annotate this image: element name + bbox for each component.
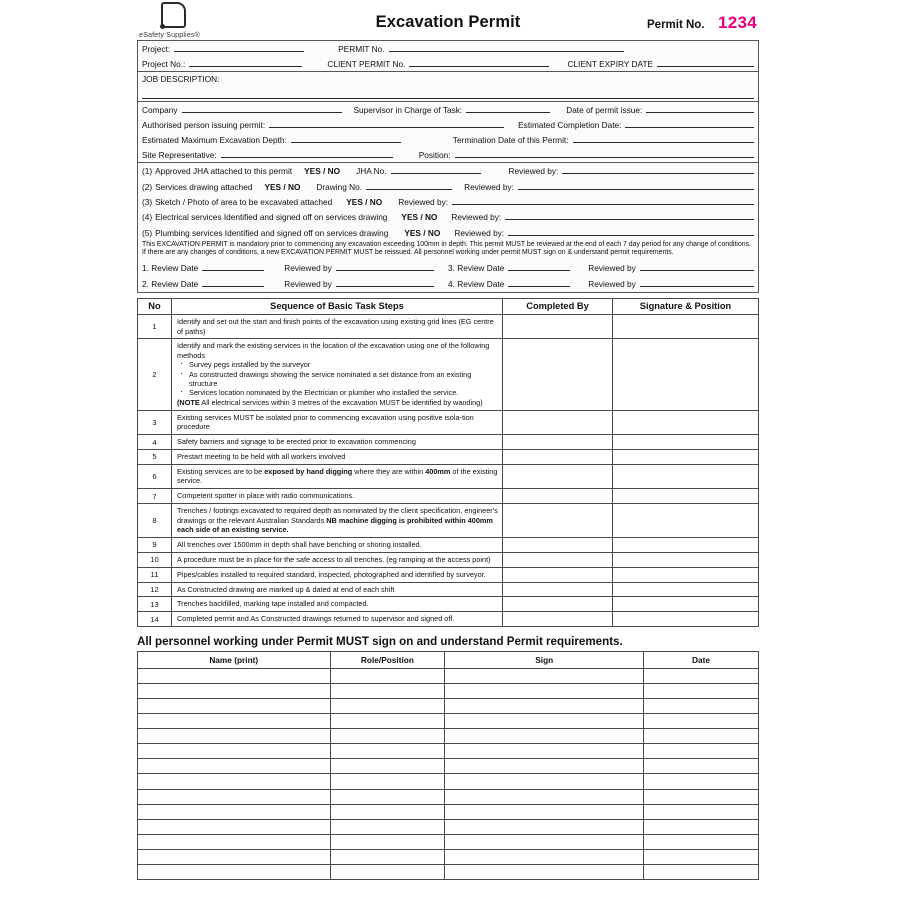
page-title: Excavation Permit <box>375 13 521 31</box>
task-plain-text: Safety barriers and signage to be erected prior to excavation commencing <box>177 437 416 447</box>
signature-date-cell[interactable] <box>644 683 759 698</box>
review-4-reviewed-label: Reviewed by <box>588 278 636 289</box>
signature-sign-cell[interactable] <box>445 804 644 819</box>
signature-name-cell[interactable] <box>138 865 331 880</box>
review-3-reviewed-label: Reviewed by <box>588 263 636 274</box>
signature-row <box>138 668 759 683</box>
signature-name-cell[interactable] <box>138 789 331 804</box>
sign-col-role: Role/Position <box>330 652 445 669</box>
company-input[interactable] <box>182 103 342 113</box>
task-row-number: 8 <box>138 504 172 538</box>
site-representative-input[interactable] <box>221 148 393 158</box>
task-row-number: 11 <box>138 567 172 582</box>
signature-row <box>138 774 759 789</box>
checklist-item-4-reviewed-input[interactable] <box>505 210 754 220</box>
task-completed-by-cell[interactable] <box>503 435 613 450</box>
signature-date-cell[interactable] <box>644 789 759 804</box>
task-row-number: 14 <box>138 612 172 627</box>
task-signature-cell[interactable] <box>613 567 759 582</box>
task-row-number: 12 <box>138 582 172 597</box>
review-3-label: 3. Review Date <box>448 263 505 274</box>
task-row <box>138 489 759 504</box>
signature-sign-cell[interactable] <box>445 683 644 698</box>
task-row-description <box>172 612 503 627</box>
signature-role-cell[interactable] <box>330 819 445 834</box>
checklist-item-1-yesno[interactable]: YES / NO <box>304 166 341 177</box>
signature-row <box>138 804 759 819</box>
authorised-person-label: Authorised person issuing permit: <box>142 120 266 130</box>
permit-number-label: Permit No. <box>647 19 705 31</box>
task-plain-text: Identify and mark the existing services in the location of the excavation using one of the following methods <box>177 341 490 360</box>
task-row-description <box>172 567 503 582</box>
task-signature-cell[interactable] <box>613 537 759 552</box>
signature-date-cell[interactable] <box>644 714 759 729</box>
signature-row <box>138 683 759 698</box>
signature-sign-cell[interactable] <box>445 834 644 849</box>
task-completed-by-cell[interactable] <box>503 537 613 552</box>
task-bullet-item: · Services location nominated by the Electrician or plumber who installed the service. <box>177 388 498 397</box>
client-permit-no-input[interactable] <box>409 57 549 67</box>
supervisor-label: Supervisor in Charge of Task: <box>353 105 463 115</box>
signature-role-cell[interactable] <box>330 804 445 819</box>
checklist-item-3-text: Sketch / Photo of area to be excavated attached <box>155 196 333 207</box>
task-row-description <box>172 552 503 567</box>
task-row <box>138 612 759 627</box>
checklist-item-5-reviewed-label: Reviewed by: <box>454 227 505 238</box>
task-emphasis-text: 400mm <box>425 466 451 476</box>
signature-role-cell[interactable] <box>330 759 445 774</box>
signature-role-cell[interactable] <box>330 698 445 713</box>
task-note-keyword: (NOTE <box>177 397 200 407</box>
task-plain-text: Trenches backfilled, marking tape installed and compacted. <box>177 599 369 609</box>
client-expiry-date-label: CLIENT EXPIRY DATE <box>567 59 654 69</box>
signature-row <box>138 865 759 880</box>
task-row-description <box>172 489 503 504</box>
signature-name-cell[interactable] <box>138 698 331 713</box>
signature-row <box>138 698 759 713</box>
review-3-date-input[interactable] <box>508 261 570 271</box>
signature-sign-cell[interactable] <box>445 849 644 864</box>
task-completed-by-cell[interactable] <box>503 315 613 339</box>
checklist-item-2-reviewed-input[interactable] <box>518 180 754 190</box>
signature-row <box>138 714 759 729</box>
checklist-box <box>137 163 759 293</box>
signature-row <box>138 789 759 804</box>
checklist-item-3 <box>138 194 758 209</box>
task-completed-by-cell[interactable] <box>503 489 613 504</box>
checklist-item-5 <box>138 225 758 240</box>
task-row-description <box>172 464 503 488</box>
signature-row <box>138 759 759 774</box>
drawing-no-input[interactable] <box>366 180 452 190</box>
review-2-reviewed-input[interactable] <box>336 277 434 287</box>
task-row <box>138 410 759 434</box>
signature-sign-cell[interactable] <box>445 819 644 834</box>
estimated-max-depth-input[interactable] <box>291 133 401 143</box>
task-completed-by-cell[interactable] <box>503 597 613 612</box>
task-table-header-row <box>138 299 759 315</box>
signature-role-cell[interactable] <box>330 774 445 789</box>
review-4 <box>448 277 754 290</box>
termination-date-label: Termination Date of this Permit: <box>452 135 569 145</box>
task-col-signature-position: Signature & Position <box>613 299 759 315</box>
signature-role-cell[interactable] <box>330 668 445 683</box>
sign-col-date: Date <box>644 652 759 669</box>
task-row <box>138 435 759 450</box>
signature-role-cell[interactable] <box>330 729 445 744</box>
task-row <box>138 537 759 552</box>
sign-col-name: Name (print) <box>138 652 331 669</box>
checklist-item-2-num: (2) <box>142 181 153 192</box>
task-row-description <box>172 339 503 410</box>
task-bullet-item: · Survey pegs installed by the surveyor <box>177 360 498 369</box>
personnel-signature-table <box>137 651 759 880</box>
task-plain-text: Prestart meeting to be held with all workers involved <box>177 452 346 461</box>
task-row-number: 5 <box>138 450 172 465</box>
checklist-item-4-reviewed-label: Reviewed by: <box>451 212 502 223</box>
signature-section-heading: All personnel working under Permit MUST sign on and understand Permit requirements. <box>137 635 623 649</box>
task-signature-cell[interactable] <box>613 450 759 465</box>
task-bullet-list <box>177 360 498 398</box>
task-col-no: No <box>138 299 172 315</box>
checklist-item-2-reviewed-label: Reviewed by: <box>464 181 514 192</box>
position-label: Position: <box>418 150 451 160</box>
task-row-number: 1 <box>138 315 172 339</box>
brand-name: eSafety Supplies® <box>139 30 200 39</box>
task-row-description <box>172 435 503 450</box>
company-label: Company <box>142 105 178 115</box>
task-row <box>138 339 759 410</box>
signature-role-cell[interactable] <box>330 683 445 698</box>
checklist-item-3-reviewed-label: Reviewed by: <box>398 196 449 207</box>
checklist-item-1-reviewed-label: Reviewed by: <box>508 166 559 177</box>
task-row-number: 2 <box>138 339 172 410</box>
checklist-item-4-num: (4) <box>142 212 153 223</box>
task-signature-cell[interactable] <box>613 339 759 410</box>
signature-row <box>138 744 759 759</box>
task-plain-text: Existing services are to be <box>177 466 265 476</box>
signature-name-cell[interactable] <box>138 804 331 819</box>
task-row-number: 6 <box>138 464 172 488</box>
estimated-completion-input[interactable] <box>625 118 754 128</box>
site-representative-label: Site Representative: <box>142 150 217 160</box>
checklist-item-2 <box>138 178 758 193</box>
signature-sign-cell[interactable] <box>445 698 644 713</box>
task-signature-cell[interactable] <box>613 612 759 627</box>
task-plain-text: of the existing service. <box>177 466 498 486</box>
task-plain-text: Pipes/cables installed to required standard, inspected, photographed and identified by surveyor. <box>177 569 486 579</box>
checklist-item-5-yesno[interactable]: YES / NO <box>404 227 441 238</box>
task-signature-cell[interactable] <box>613 597 759 612</box>
checklist-item-3-num: (3) <box>142 196 153 207</box>
signature-date-cell[interactable] <box>644 819 759 834</box>
task-plain-text: As Constructed drawing are marked up & dated at end of each shift <box>177 584 395 594</box>
signature-date-cell[interactable] <box>644 668 759 683</box>
site-representative-row <box>138 147 758 162</box>
permit-no-field-label: PERMIT No. <box>338 44 385 54</box>
permit-notice-text: This EXCAVATION PERMIT is mandatory prior to commencing any excavation exceeding 100mm in depth. This permit MUST be reviewed at the end of each 7 day period for any change of conditions. If there are any changes of conditions, a new EXCAVATION PERMIT MUST be reissued. All personnel working under permit MUST sign on & understand permit requirements. <box>138 240 758 260</box>
task-note-text: All electrical services within 3 metres of the excavation MUST be identified by wanding) <box>199 397 483 407</box>
termination-date-input[interactable] <box>573 133 754 143</box>
task-completed-by-cell[interactable] <box>503 504 613 538</box>
task-plain-text: Identify and set out the start and finish points of the excavation using existing grid lines (EG centre of paths) <box>177 317 494 336</box>
review-1-date-input[interactable] <box>202 261 264 271</box>
signature-date-cell[interactable] <box>644 865 759 880</box>
signature-name-cell[interactable] <box>138 714 331 729</box>
sign-col-sign: Sign <box>445 652 644 669</box>
signature-row <box>138 849 759 864</box>
job-description-box <box>137 72 759 102</box>
task-signature-cell[interactable] <box>613 464 759 488</box>
signature-table-header-row <box>138 652 759 669</box>
task-steps-table <box>137 298 759 627</box>
date-of-permit-issue-input[interactable] <box>646 103 754 113</box>
permit-no-input[interactable] <box>389 42 624 52</box>
signature-sign-cell[interactable] <box>445 789 644 804</box>
task-row-number: 3 <box>138 410 172 434</box>
task-completed-by-cell[interactable] <box>503 552 613 567</box>
signature-date-cell[interactable] <box>644 774 759 789</box>
project-input[interactable] <box>174 42 304 52</box>
task-col-completed-by: Completed By <box>503 299 613 315</box>
project-no-row <box>138 56 758 71</box>
task-plain-text: A procedure must be in place for the safe access to all trenches. (eg ramping at the access point) <box>177 554 491 564</box>
company-row <box>138 102 758 117</box>
task-row-description <box>172 597 503 612</box>
task-row-number: 10 <box>138 552 172 567</box>
review-4-date-input[interactable] <box>508 277 570 287</box>
estimated-depth-row <box>138 132 758 147</box>
signature-sign-cell[interactable] <box>445 865 644 880</box>
review-2-reviewed-label: Reviewed by <box>284 278 332 289</box>
signature-date-cell[interactable] <box>644 849 759 864</box>
signature-role-cell[interactable] <box>330 849 445 864</box>
estimated-max-depth-label: Estimated Maximum Excavation Depth: <box>142 135 287 145</box>
authorised-person-row <box>138 117 758 132</box>
task-col-sequence: Sequence of Basic Task Steps <box>172 299 503 315</box>
signature-date-cell[interactable] <box>644 834 759 849</box>
review-row-2 <box>138 275 758 292</box>
signature-sign-cell[interactable] <box>445 714 644 729</box>
review-row-1 <box>138 260 758 275</box>
signature-sign-cell[interactable] <box>445 744 644 759</box>
task-plain-text: where they are within <box>352 466 426 476</box>
signature-sign-cell[interactable] <box>445 668 644 683</box>
permit-number-value: 1234 <box>717 13 757 32</box>
task-completed-by-cell[interactable] <box>503 450 613 465</box>
checklist-item-3-yesno[interactable]: YES / NO <box>346 196 383 207</box>
signature-sign-cell[interactable] <box>445 729 644 744</box>
task-row-description <box>172 450 503 465</box>
review-2-date-input[interactable] <box>202 277 264 287</box>
estimated-completion-label: Estimated Completion Date: <box>518 120 622 130</box>
checklist-item-2-yesno[interactable]: YES / NO <box>264 181 301 192</box>
task-row-description <box>172 504 503 538</box>
signature-date-cell[interactable] <box>644 698 759 713</box>
permit-number-block <box>647 13 757 33</box>
signature-name-cell[interactable] <box>138 819 331 834</box>
task-emphasis-text: exposed by hand digging <box>264 466 353 476</box>
project-no-input[interactable] <box>189 57 302 67</box>
checklist-item-5-text: Plumbing services Identified and signed off on services drawing <box>155 227 389 238</box>
checklist-item-4-text: Electrical services Identified and signed off on services drawing <box>155 212 388 223</box>
signature-date-cell[interactable] <box>644 744 759 759</box>
signature-role-cell[interactable] <box>330 789 445 804</box>
task-completed-by-cell[interactable] <box>503 339 613 410</box>
task-row <box>138 567 759 582</box>
task-row-description <box>172 582 503 597</box>
checklist-item-5-reviewed-input[interactable] <box>508 226 754 236</box>
task-row <box>138 315 759 339</box>
review-1-label: 1. Review Date <box>142 263 199 274</box>
checklist-item-5-num: (5) <box>142 227 153 238</box>
review-1 <box>142 261 448 274</box>
review-3 <box>448 261 754 274</box>
review-1-reviewed-input[interactable] <box>336 261 434 271</box>
permit-sheet <box>137 2 759 880</box>
task-signature-cell[interactable] <box>613 552 759 567</box>
task-completed-by-cell[interactable] <box>503 567 613 582</box>
review-2 <box>142 277 448 290</box>
review-3-reviewed-input[interactable] <box>640 261 754 271</box>
task-signature-cell[interactable] <box>613 504 759 538</box>
review-1-reviewed-label: Reviewed by <box>284 263 332 274</box>
signature-row <box>138 834 759 849</box>
task-row <box>138 450 759 465</box>
job-description-input[interactable] <box>142 85 754 99</box>
authorised-person-input[interactable] <box>269 118 504 128</box>
task-row-number: 9 <box>138 537 172 552</box>
signature-role-cell[interactable] <box>330 744 445 759</box>
task-signature-cell[interactable] <box>613 315 759 339</box>
position-input[interactable] <box>455 148 754 158</box>
task-row <box>138 597 759 612</box>
task-plain-text: Competent spotter in place with radio communications. <box>177 491 355 501</box>
signature-date-cell[interactable] <box>644 804 759 819</box>
task-signature-cell[interactable] <box>613 582 759 597</box>
task-plain-text: Existing services MUST be isolated prior to commencing excavation using positive isola-tion procedure <box>177 412 474 432</box>
signature-sign-cell[interactable] <box>445 759 644 774</box>
task-plain-text: All trenches over 1500mm in depth shall have benching or shoring installed. <box>177 539 422 549</box>
signature-row <box>138 819 759 834</box>
signature-date-cell[interactable] <box>644 729 759 744</box>
client-expiry-date-input[interactable] <box>657 57 754 67</box>
signature-name-cell[interactable] <box>138 683 331 698</box>
signature-sign-cell[interactable] <box>445 774 644 789</box>
task-signature-cell[interactable] <box>613 489 759 504</box>
checklist-item-1 <box>138 163 758 178</box>
signature-name-cell[interactable] <box>138 759 331 774</box>
review-4-reviewed-input[interactable] <box>640 277 754 287</box>
task-signature-cell[interactable] <box>613 435 759 450</box>
task-row <box>138 552 759 567</box>
task-plain-text: Trenches / footings excavated to required depth as nominated by the client specification, engineer's drawings or the relevant Australian Standards <box>177 506 498 525</box>
signature-name-cell[interactable] <box>138 849 331 864</box>
task-completed-by-cell[interactable] <box>503 582 613 597</box>
signature-date-cell[interactable] <box>644 759 759 774</box>
task-row <box>138 464 759 488</box>
checklist-item-2-extra-label: Drawing No. <box>316 181 363 192</box>
task-note <box>177 398 498 407</box>
project-label: Project: <box>142 44 171 54</box>
project-row <box>138 41 758 56</box>
task-row-number: 7 <box>138 489 172 504</box>
checklist-item-4 <box>138 209 758 224</box>
jha-no-input[interactable] <box>391 164 481 174</box>
checklist-item-1-num: (1) <box>142 166 153 177</box>
masthead <box>137 2 759 40</box>
task-completed-by-cell[interactable] <box>503 410 613 434</box>
task-signature-cell[interactable] <box>613 410 759 434</box>
review-4-label: 4. Review Date <box>448 278 505 289</box>
task-row <box>138 504 759 538</box>
task-emphasis-text: NB machine digging is prohibited within 400mm each side of an existing service. <box>177 515 493 534</box>
review-2-label: 2. Review Date <box>142 278 199 289</box>
checklist-item-4-yesno[interactable]: YES / NO <box>401 212 438 223</box>
task-row-description <box>172 537 503 552</box>
job-description-label: JOB DESCRIPTION: <box>142 74 220 84</box>
checklist-item-1-reviewed-input[interactable] <box>562 164 754 174</box>
task-row-description <box>172 410 503 434</box>
task-row-number: 4 <box>138 435 172 450</box>
date-of-permit-issue-label: Date of permit issue: <box>566 105 643 115</box>
task-row-description <box>172 315 503 339</box>
task-completed-by-cell[interactable] <box>503 612 613 627</box>
signature-name-cell[interactable] <box>138 668 331 683</box>
permit-details-box <box>137 102 759 163</box>
signature-name-cell[interactable] <box>138 774 331 789</box>
signature-role-cell[interactable] <box>330 834 445 849</box>
task-bullet-item: · As constructed drawings showing the service nominated a set distance from an existing structure <box>177 370 498 389</box>
project-fields-box <box>137 40 759 72</box>
signature-name-cell[interactable] <box>138 834 331 849</box>
task-row-number: 13 <box>138 597 172 612</box>
signature-row <box>138 729 759 744</box>
signature-role-cell[interactable] <box>330 714 445 729</box>
checklist-item-2-text: Services drawing attached <box>155 181 253 192</box>
signature-name-cell[interactable] <box>138 729 331 744</box>
client-permit-no-label: CLIENT PERMIT No. <box>327 59 406 69</box>
task-plain-text: Completed permit and As Constructed drawings returned to supervisor and signed off. <box>177 614 455 624</box>
checklist-item-1-extra-label: JHA No. <box>356 166 387 177</box>
checklist-item-1-text: Approved JHA attached to this permit <box>155 166 293 177</box>
checklist-item-3-reviewed-input[interactable] <box>452 195 754 205</box>
project-no-label: Project No.: <box>142 59 186 69</box>
task-row <box>138 582 759 597</box>
supervisor-input[interactable] <box>466 103 550 113</box>
signature-role-cell[interactable] <box>330 865 445 880</box>
task-completed-by-cell[interactable] <box>503 464 613 488</box>
signature-name-cell[interactable] <box>138 744 331 759</box>
